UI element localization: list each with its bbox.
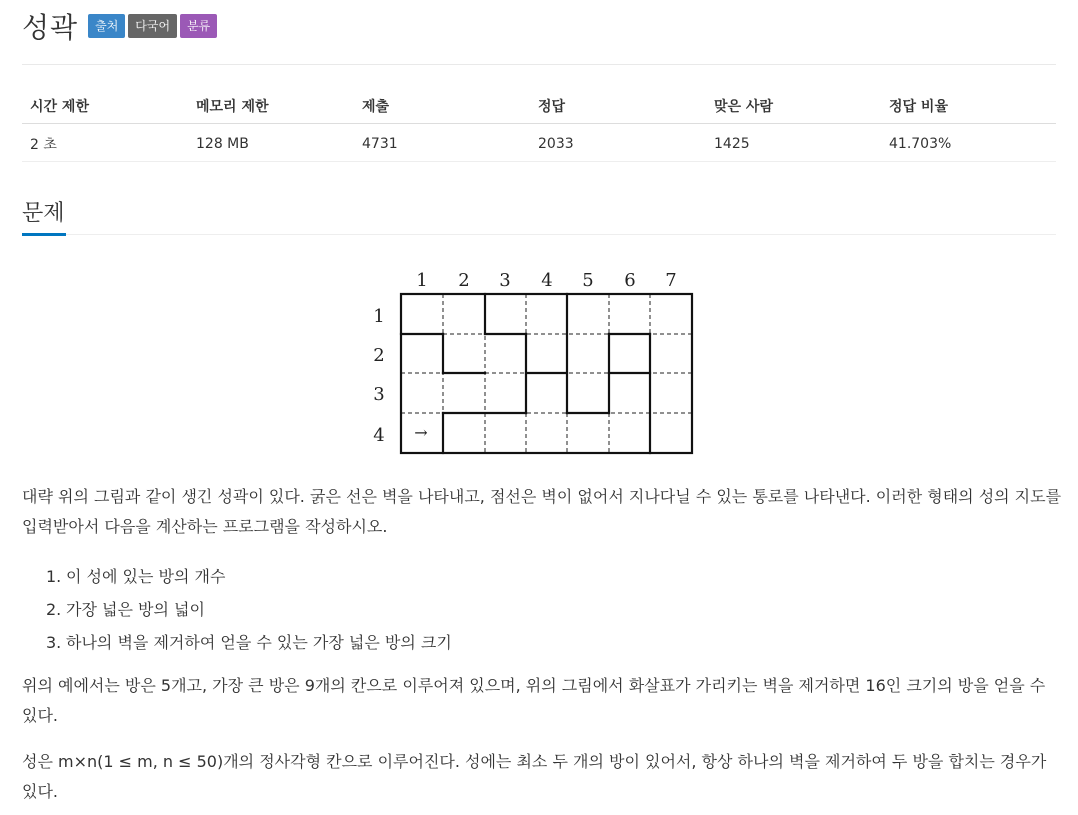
section-divider [22, 234, 1056, 235]
info-header-row [22, 88, 1056, 124]
grid-walls [401, 294, 692, 453]
header-time-limit: 시간 제한 [22, 88, 188, 124]
value-submissions: 4731 [354, 124, 530, 162]
value-time-limit: 2 초 [22, 124, 188, 162]
problem-header [22, 4, 220, 48]
header-divider [22, 64, 1056, 65]
header-solvers: 맞은 사람 [706, 88, 881, 124]
col-label: 7 [665, 270, 677, 291]
info-value-row [22, 124, 1056, 162]
badge-multilang[interactable]: 다국어 [128, 14, 177, 38]
arrow-icon: → [414, 423, 428, 442]
list-item-text: 가장 넓은 방의 넓이 [66, 600, 205, 619]
value-accepted: 2033 [530, 124, 706, 162]
value-memory-limit: 128 MB [188, 124, 354, 162]
header-accept-ratio: 정답 비율 [881, 88, 1056, 124]
badge-category[interactable]: 분류 [180, 14, 217, 38]
badge-source[interactable]: 출처 [88, 14, 125, 38]
value-accept-ratio: 41.703% [881, 124, 1056, 162]
col-label: 4 [541, 270, 553, 291]
list-item-number: 1. [46, 567, 62, 586]
header-submissions: 제출 [354, 88, 530, 124]
col-label: 1 [416, 270, 428, 291]
row-label: 4 [373, 425, 385, 446]
header-accepted: 정답 [530, 88, 706, 124]
list-item [46, 626, 452, 659]
col-label: 2 [458, 270, 470, 291]
list-item-number: 3. [46, 633, 62, 652]
section-title-problem: 문제 [22, 201, 65, 226]
col-label: 5 [582, 270, 594, 291]
col-label: 3 [499, 270, 511, 291]
value-solvers: 1425 [706, 124, 881, 162]
list-item-text: 하나의 벽을 제거하여 얻을 수 있는 가장 넓은 방의 크기 [66, 633, 452, 652]
row-label: 3 [373, 384, 385, 405]
page-title: 성곽 [22, 11, 79, 44]
list-item [46, 593, 452, 626]
problem-list [46, 560, 452, 659]
header-memory-limit: 메모리 제한 [188, 88, 354, 124]
list-item [46, 560, 452, 593]
list-item-number: 2. [46, 600, 62, 619]
row-label: 2 [373, 345, 385, 366]
list-item-text: 이 성에 있는 방의 개수 [66, 567, 226, 586]
castle-map-svg [360, 260, 710, 465]
castle-figure [360, 260, 710, 465]
problem-paragraph-2: 위의 예에서는 방은 5개고, 가장 큰 방은 9개의 칸으로 이루어져 있으며, 위의 그림에서 화살표가 가리키는 벽을 제거하면 16인 크기의 방을 얻을 수 있다. [22, 676, 1046, 725]
problem-paragraph-3: 성은 m×n(1 ≤ m, n ≤ 50)개의 정사각형 칸으로 이루어진다. 성에는 최소 두 개의 방이 있어서, 항상 하나의 벽을 제거하여 두 방을 합치는 경우가 있다. [22, 752, 1047, 801]
col-label: 6 [624, 270, 636, 291]
section-underline [22, 233, 66, 236]
problem-paragraph-1: 대략 위의 그림과 같이 생긴 성곽이 있다. 굵은 선은 벽을 나타내고, 점선은 벽이 없어서 지나다닐 수 있는 통로를 나타낸다. 이러한 형태의 성의 지도를 입력받아서 다음을 계산하는 프로그램을 작성하시오. [22, 487, 1062, 536]
problem-info-table [22, 88, 1056, 162]
row-label: 1 [373, 306, 385, 327]
